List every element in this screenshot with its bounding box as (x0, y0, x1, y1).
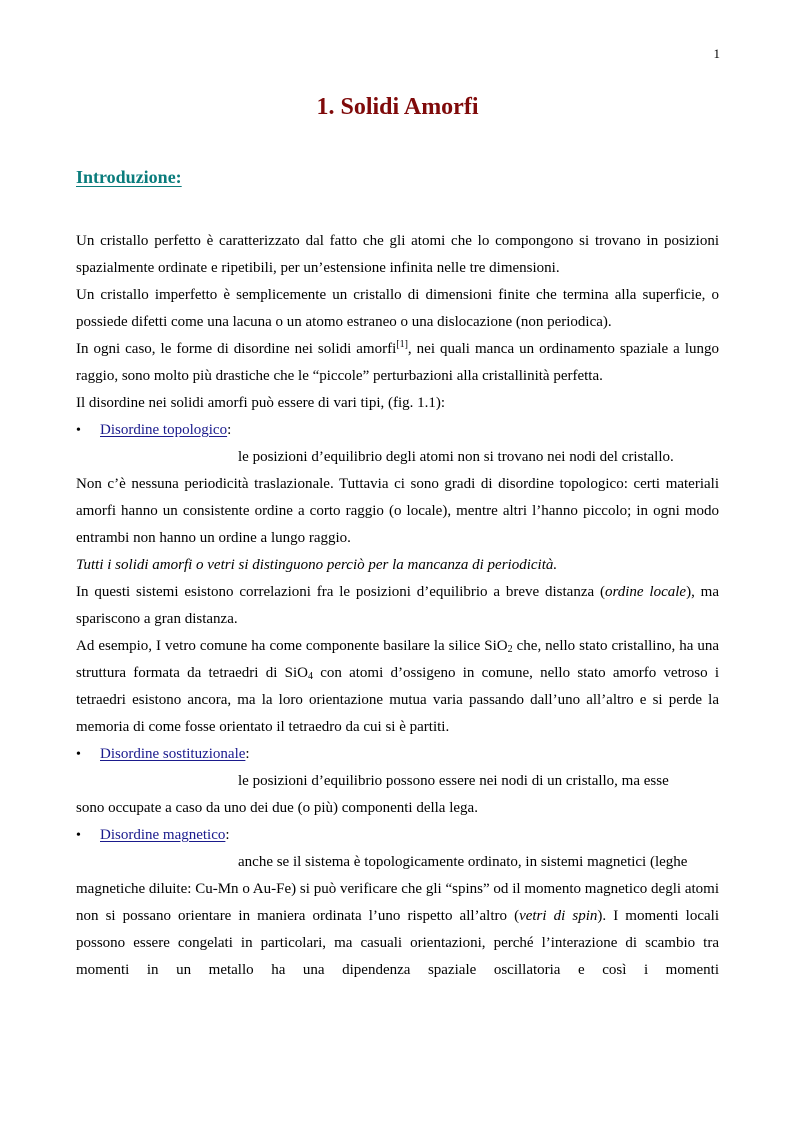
colon: : (227, 422, 232, 438)
paragraph-disorder-types-intro: Il disordine nei solidi amorfi può essere di vari tipi, (fig. 1.1): (76, 395, 446, 411)
text-segment: In questi sistemi esistono correlazioni fra le posizioni d’equilibrio a breve distanza ( (76, 584, 605, 600)
section-heading-introduzione: Introduzione: (76, 167, 182, 187)
bullet-description-topological: le posizioni d’equilibrio degli atomi non si trovano nei nodi del cristallo. (238, 449, 674, 465)
colon: : (245, 746, 250, 762)
paragraph-disorder-forms (76, 336, 719, 390)
text-segment: magnetiche diluite: Cu-Mn o Au-Fe) si può verificare che gli “spins” od il momento magnetico degli atomi non si possano orientare in maniera ordinata l’uno rispetto all’altro ( (76, 881, 719, 924)
paragraph-spin-glass (76, 876, 719, 984)
bullet-item-topological (76, 417, 719, 444)
italic-term-vetri-di-spin: vetri di spin (519, 908, 598, 924)
page-number: 1 (713, 46, 720, 61)
subscript-4: 4 (307, 671, 313, 682)
bullet-icon: • (76, 423, 81, 438)
reference-citation-1[interactable]: [1] (396, 339, 408, 350)
text-segment: che, nello stato cristallino, ha una struttura formata da tetraedri di SiO (76, 638, 719, 681)
bullet-label-wrapper (100, 822, 230, 849)
bullet-description-magnetic: anche se il sistema è topologicamente ordinato, in sistemi magnetici (leghe (238, 854, 688, 870)
bullet-description-substitutional: le posizioni d’equilibrio possono essere nei nodi di un cristallo, ma esse (238, 773, 669, 789)
text-segment: ). I momenti locali possono essere congelati in particolari, ma casuali orientazioni, perché l’interazione di scambio tra momenti in un metallo ha una dipendenza spaziale oscillatoria e così i momenti (76, 908, 719, 978)
italic-text: Tutti i solidi amorfi o vetri si distinguono perciò per la mancanza di periodicità. (76, 557, 558, 573)
text-segment: , nei quali manca un ordinamento spaziale a lungo raggio, sono molto più drastiche che le “piccole” perturbazioni alla cristallinità perfetta. (76, 341, 719, 384)
paragraph-no-periodicity: Non c’è nessuna periodicità traslazionale. Tuttavia ci sono gradi di disordine topologico: certi materiali amorfi hanno un consistente ordine a corto raggio (o locale), mentre altri l’hanno piccolo; in ogni modo entrambi non hanno un ordine a lungo raggio. (76, 476, 719, 546)
text-segment: In ogni caso, le forme di disordine nei solidi amorfi (76, 341, 397, 357)
italic-term-ordine-locale: ordine locale (604, 584, 687, 600)
bullet-label-wrapper (100, 417, 231, 444)
link-disordine-magnetico[interactable]: Disordine magnetico (100, 827, 226, 843)
paragraph-imperfect-crystal: Un cristallo imperfetto è semplicemente un cristallo di dimensioni finite che termina alla superficie, o possiede difetti come una lacuna o un atomo estraneo o una dislocazione (non periodica). (76, 287, 719, 330)
link-disordine-sostituzionale[interactable]: Disordine sostituzionale (100, 746, 246, 762)
document-body (76, 228, 719, 984)
bullet-icon: • (76, 828, 81, 843)
subscript-2: 2 (507, 644, 513, 655)
bullet-icon: • (76, 747, 81, 762)
colon: : (225, 827, 230, 843)
text-segment: Ad esempio, I vetro comune ha come componente basilare la silice SiO (76, 638, 508, 654)
bullet-item-magnetic (76, 822, 719, 849)
text-segment: ), ma spariscono a gran distanza. (76, 584, 719, 627)
text-segment: con atomi d’ossigeno in comune, nello stato amorfo vetroso i tetraedri esistono ancora, ma la loro orientazione mutua varia passando dall’uno all’altro e si perde la memoria di come fosse orientato il tetraedro da cui si è partiti. (76, 665, 719, 735)
paragraph-local-order (76, 579, 719, 633)
paragraph-glass-example (76, 633, 719, 741)
paragraph-perfect-crystal: Un cristallo perfetto è caratterizzato dal fatto che gli atomi che lo compongono si trovano in posizioni spazialmente ordinate e ripetibili, per un’estensione infinita nelle tre dimensioni. (76, 233, 719, 276)
paragraph-italic-statement (76, 552, 719, 579)
link-disordine-topologico[interactable]: Disordine topologico (100, 422, 228, 438)
paragraph-substitutional-continued: sono occupate a caso da uno dei due (o più) componenti della lega. (76, 800, 478, 816)
bullet-label-wrapper (100, 741, 250, 768)
bullet-item-substitutional (76, 741, 719, 768)
chapter-title: 1. Solidi Amorfi (316, 94, 479, 120)
